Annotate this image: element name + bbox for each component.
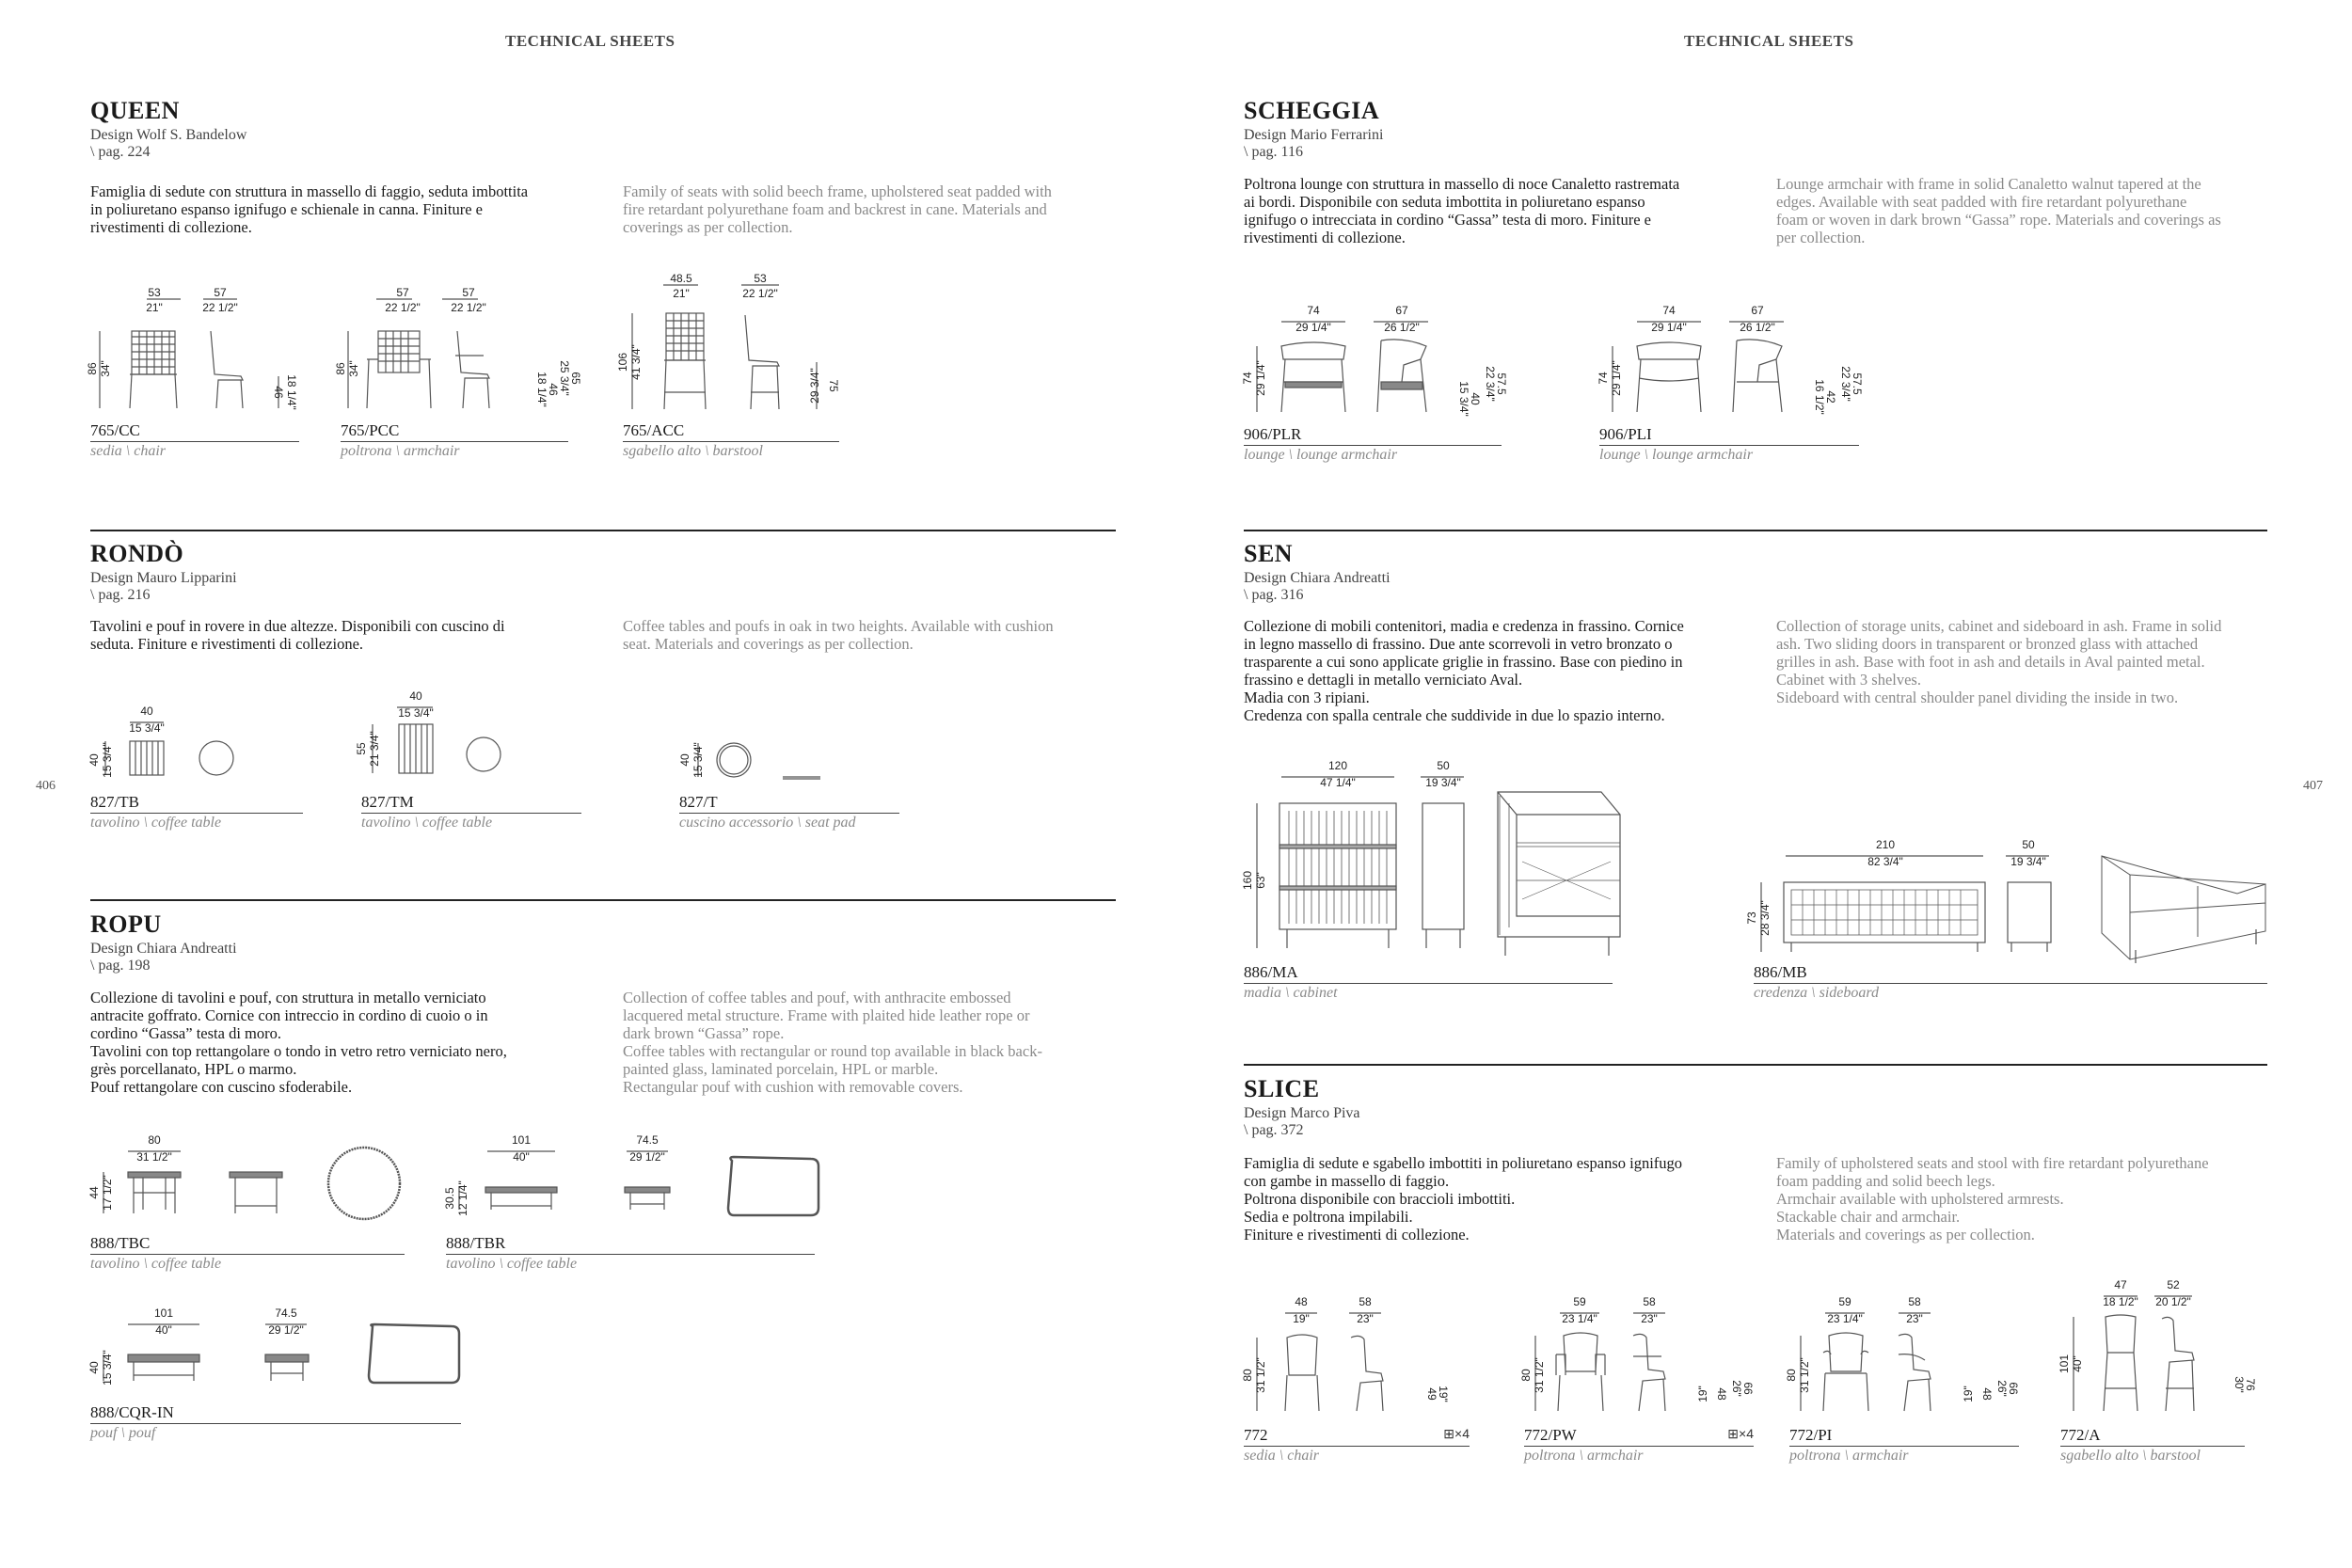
- svg-text:57: 57: [214, 286, 227, 299]
- svg-text:106: 106: [616, 352, 629, 372]
- svg-text:80: 80: [1785, 1369, 1798, 1382]
- section-title: SEN: [1244, 540, 1294, 567]
- svg-text:22 1/2": 22 1/2": [742, 287, 778, 300]
- svg-text:18 1/4": 18 1/4": [285, 374, 298, 410]
- drawing-888-tbc: [87, 1132, 410, 1227]
- description-italian: Collezione di tavolini e pouf, con struttura in metallo verniciato antracite goffrato. Cornice con intreccio in cordino di cuoio o in cordino “Gassa” testa di moro. Tavolini con top rettangolare o tondo in vetro retro verniciato nero, grès porcellanato, HPL o marmo. Pouf rettangolare con cuscino sfoderabile.: [90, 989, 507, 1096]
- svg-text:75: 75: [827, 379, 840, 392]
- drawing-765-pcc: [334, 284, 593, 416]
- svg-text:15 3/4": 15 3/4": [1457, 381, 1470, 417]
- section-title: RONDÒ: [90, 540, 184, 567]
- svg-text:58: 58: [1908, 1295, 1921, 1308]
- svg-text:74: 74: [1307, 304, 1320, 317]
- svg-text:15 3/4": 15 3/4": [101, 742, 114, 778]
- product-772: 772 sedia \ chair ⊞×4: [1244, 1426, 1470, 1464]
- svg-text:66: 66: [1741, 1382, 1755, 1395]
- svg-text:57: 57: [462, 286, 475, 299]
- svg-text:12 1/4": 12 1/4": [456, 1180, 469, 1216]
- svg-text:65: 65: [569, 372, 582, 385]
- svg-text:29 3/4": 29 3/4": [808, 368, 821, 404]
- svg-text:23 1/4": 23 1/4": [1562, 1312, 1597, 1325]
- drawing-827-t: [677, 726, 828, 788]
- svg-text:67: 67: [1395, 304, 1408, 317]
- rule-left-1: [90, 530, 1116, 531]
- svg-text:40": 40": [2071, 1355, 2084, 1372]
- svg-text:80: 80: [148, 1133, 161, 1147]
- product-888-tbr: 888/TBR tavolino \ coffee table: [446, 1234, 815, 1273]
- stack-icon: ⊞×4: [1443, 1426, 1470, 1441]
- svg-text:101: 101: [2058, 1354, 2071, 1374]
- product-827-t: 827/T cuscino accessorio \ seat pad: [679, 793, 899, 832]
- svg-text:31 1/2": 31 1/2": [1254, 1357, 1267, 1393]
- svg-text:48: 48: [1715, 1387, 1728, 1401]
- svg-text:25 3/4": 25 3/4": [558, 360, 571, 396]
- svg-text:74.5: 74.5: [275, 1307, 297, 1320]
- rule-right-1: [1244, 530, 2267, 531]
- svg-text:82 3/4": 82 3/4": [1867, 855, 1903, 868]
- designer: Design Mauro Lipparini: [90, 570, 237, 586]
- svg-text:34": 34": [99, 360, 112, 377]
- svg-text:22 3/4": 22 3/4": [1839, 366, 1852, 402]
- svg-text:57.5: 57.5: [1495, 372, 1508, 395]
- description-english: Family of seats with solid beech frame, upholstered seat padded with fire retardant polyurethane foam and backrest in cane. Materials and coverings as per collection.: [623, 182, 1052, 236]
- product-888-tbc: 888/TBC tavolino \ coffee table: [90, 1234, 405, 1273]
- svg-text:55: 55: [355, 742, 368, 755]
- section-scheggia: [1244, 97, 1383, 161]
- drawing-772-pw: [1519, 1294, 1757, 1417]
- page-reference: \ pag. 316: [1244, 587, 1304, 603]
- svg-text:29 1/2": 29 1/2": [629, 1150, 665, 1164]
- section-slice: [1244, 1075, 1360, 1139]
- designer: Design Wolf S. Bandelow: [90, 127, 247, 143]
- svg-text:74: 74: [1662, 304, 1676, 317]
- svg-text:26 1/2": 26 1/2": [1740, 321, 1775, 334]
- rule-left-2: [90, 899, 1116, 901]
- svg-text:86: 86: [334, 362, 347, 375]
- product-765-acc: 765/ACC sgabello alto \ barstool: [623, 421, 839, 460]
- svg-text:15 3/4": 15 3/4": [691, 742, 705, 778]
- svg-text:74: 74: [1241, 372, 1254, 385]
- svg-text:29 1/4": 29 1/4": [1651, 321, 1687, 334]
- svg-text:46: 46: [547, 383, 560, 396]
- svg-text:101: 101: [153, 1307, 174, 1320]
- svg-text:40: 40: [87, 1361, 101, 1374]
- product-906-plr: 906/PLR lounge \ lounge armchair: [1244, 425, 1502, 464]
- drawing-772: [1241, 1294, 1460, 1417]
- svg-text:58: 58: [1359, 1295, 1372, 1308]
- svg-text:30": 30": [2233, 1376, 2246, 1393]
- section-ropu: [90, 911, 237, 974]
- svg-text:31 1/2": 31 1/2": [1533, 1357, 1546, 1393]
- svg-text:26": 26": [1730, 1380, 1743, 1397]
- drawing-765-cc: [86, 284, 307, 416]
- svg-text:19 3/4": 19 3/4": [2010, 855, 2046, 868]
- svg-text:19": 19": [1293, 1312, 1310, 1325]
- svg-text:29 1/4": 29 1/4": [1295, 321, 1331, 334]
- svg-text:15 3/4": 15 3/4": [101, 1350, 114, 1386]
- svg-text:58: 58: [1643, 1295, 1656, 1308]
- section-rondo: [90, 540, 237, 604]
- svg-text:18 1/4": 18 1/4": [535, 372, 548, 407]
- svg-text:40: 40: [1469, 392, 1482, 405]
- svg-text:19": 19": [1437, 1386, 1450, 1402]
- svg-text:46: 46: [272, 386, 285, 399]
- svg-text:23": 23": [1906, 1312, 1923, 1325]
- svg-text:16 1/2": 16 1/2": [1813, 379, 1826, 415]
- description-english: Family of upholstered seats and stool with fire retardant polyurethane foam padding and solid beech legs. Armchair available with upholstered armrests. Stackable chair and armchair. Materials and coverings as per collection.: [1776, 1154, 2209, 1243]
- drawing-886-ma: [1241, 758, 1639, 969]
- drawing-886-mb: [1745, 837, 2275, 969]
- description-english: Collection of storage units, cabinet and sideboard in ash. Frame in solid ash. Two sliding doors in transparent or bronzed glass with attached grilles in ash. Base with foot in ash and details in Aval painted metal. Cabinet with 3 shelves. Sideboard with central shoulder panel dividing the inside in two.: [1776, 617, 2222, 706]
- svg-text:19 3/4": 19 3/4": [1425, 776, 1461, 789]
- svg-text:40": 40": [155, 1323, 172, 1337]
- page-number-left: 406: [36, 779, 56, 793]
- svg-text:26 1/2": 26 1/2": [1384, 321, 1420, 334]
- drawing-888-tbr: [443, 1132, 832, 1227]
- description-italian: Famiglia di sedute con struttura in massello di faggio, seduta imbottita in poliuretano espanso ignifugo e schienale in canna. Finiture e rivestimenti di collezione.: [90, 182, 529, 236]
- svg-text:86: 86: [86, 362, 99, 375]
- svg-text:40: 40: [87, 753, 101, 767]
- svg-text:59: 59: [1838, 1295, 1851, 1308]
- drawing-772-pi: [1785, 1294, 2023, 1417]
- drawing-772-a: [2060, 1277, 2267, 1418]
- svg-text:80: 80: [1241, 1369, 1254, 1382]
- product-827-tb: 827/TB tavolino \ coffee table: [90, 793, 303, 832]
- svg-text:47 1/4": 47 1/4": [1320, 776, 1356, 789]
- svg-text:74.5: 74.5: [636, 1133, 659, 1147]
- designer: Design Mario Ferrarini: [1244, 127, 1384, 143]
- svg-text:47: 47: [2114, 1278, 2127, 1291]
- svg-text:21": 21": [146, 301, 163, 314]
- page-reference: \ pag. 224: [90, 144, 151, 160]
- product-888-cqr-in: 888/CQR-IN pouf \ pouf: [90, 1403, 461, 1442]
- svg-text:76: 76: [2244, 1378, 2257, 1391]
- svg-text:23": 23": [1641, 1312, 1658, 1325]
- drawing-765-acc: [616, 268, 847, 419]
- svg-text:101: 101: [511, 1133, 532, 1147]
- drawing-906-pli: [1599, 303, 1863, 416]
- svg-text:42: 42: [1824, 390, 1837, 404]
- svg-text:23 1/4": 23 1/4": [1827, 1312, 1863, 1325]
- drawing-827-tm: [355, 689, 517, 788]
- svg-text:28 3/4": 28 3/4": [1758, 900, 1772, 936]
- svg-text:67: 67: [1751, 304, 1764, 317]
- svg-text:15 3/4": 15 3/4": [398, 706, 434, 720]
- svg-text:22 1/2": 22 1/2": [202, 301, 238, 314]
- svg-text:66: 66: [2007, 1382, 2020, 1395]
- svg-text:29 1/4": 29 1/4": [1254, 360, 1267, 396]
- svg-text:63": 63": [1254, 872, 1267, 889]
- svg-text:53: 53: [148, 286, 161, 299]
- svg-text:41 3/4": 41 3/4": [629, 344, 643, 380]
- svg-text:19": 19": [1962, 1386, 1975, 1402]
- product-886-mb: 886/MB credenza \ sideboard: [1754, 963, 2267, 1002]
- section-queen: [90, 97, 246, 161]
- svg-text:48: 48: [1980, 1387, 1994, 1401]
- svg-text:40: 40: [678, 753, 691, 767]
- svg-text:30.5: 30.5: [443, 1187, 456, 1210]
- svg-text:57.5: 57.5: [1851, 372, 1864, 395]
- svg-text:22 1/2": 22 1/2": [451, 301, 486, 314]
- product-772-pi: 772/PI poltrona \ armchair: [1789, 1426, 2019, 1465]
- product-765-cc: 765/CC sedia \ chair: [90, 421, 299, 460]
- page-reference: \ pag. 116: [1244, 144, 1303, 160]
- description-italian: Poltrona lounge con struttura in massello di noce Canaletto rastremata ai bordi. Disponibile con seduta imbottita in poliuretano espanso ignifugo o intrecciata in cordino “Gassa” testa di moro. Finiture e rivestimenti di collezione.: [1244, 175, 1680, 246]
- svg-text:80: 80: [1519, 1369, 1533, 1382]
- svg-text:44: 44: [87, 1186, 101, 1199]
- svg-text:21 3/4": 21 3/4": [368, 731, 381, 767]
- stack-icon: ⊞×4: [1727, 1426, 1754, 1441]
- svg-text:26": 26": [1995, 1380, 2009, 1397]
- svg-text:73: 73: [1745, 911, 1758, 925]
- svg-text:48.5: 48.5: [670, 272, 692, 285]
- svg-text:120: 120: [1327, 759, 1348, 772]
- svg-text:17 1/2": 17 1/2": [101, 1175, 114, 1211]
- svg-text:18 1/2": 18 1/2": [2103, 1295, 2138, 1308]
- svg-text:29 1/4": 29 1/4": [1610, 360, 1623, 396]
- page-reference: \ pag. 198: [90, 958, 151, 974]
- svg-text:49: 49: [1425, 1387, 1438, 1401]
- designer: Design Chiara Andreatti: [1244, 570, 1391, 586]
- svg-text:160: 160: [1241, 870, 1254, 891]
- rule-right-2: [1244, 1064, 2267, 1066]
- svg-text:22 1/2": 22 1/2": [385, 301, 421, 314]
- designer: Design Marco Piva: [1244, 1105, 1360, 1121]
- svg-text:210: 210: [1875, 838, 1896, 851]
- section-title: SCHEGGIA: [1244, 97, 1380, 124]
- description-english: Collection of coffee tables and pouf, with anthracite embossed lacquered metal structure. Frame with plaited hide leather rope or dark brown “Gassa” rope. Coffee tables with rectangular or round top available in black back- painted glass, laminated porcelain, HPL or marble. Rectangular pouf with cushion with removable covers.: [623, 989, 1042, 1096]
- section-title: ROPU: [90, 911, 162, 938]
- svg-text:31 1/2": 31 1/2": [136, 1150, 172, 1164]
- product-886-ma: 886/MA madia \ cabinet: [1244, 963, 1613, 1002]
- product-765-pcc: 765/PCC poltrona \ armchair: [341, 421, 568, 460]
- svg-text:40: 40: [140, 705, 153, 718]
- header-left: TECHNICAL SHEETS: [505, 32, 675, 50]
- svg-text:21": 21": [673, 287, 690, 300]
- svg-text:40: 40: [409, 689, 422, 703]
- description-italian: Tavolini e pouf in rovere in due altezze. Disponibili con cuscino di seduta. Finiture e rivestimenti di collezione.: [90, 617, 505, 653]
- svg-text:40": 40": [513, 1150, 530, 1164]
- svg-text:29 1/2": 29 1/2": [268, 1323, 304, 1337]
- section-title: SLICE: [1244, 1075, 1320, 1102]
- svg-text:31 1/2": 31 1/2": [1798, 1357, 1811, 1393]
- svg-text:22 3/4": 22 3/4": [1484, 366, 1497, 402]
- svg-text:19": 19": [1696, 1386, 1709, 1402]
- svg-text:23": 23": [1357, 1312, 1374, 1325]
- section-sen: [1244, 540, 1391, 604]
- svg-text:34": 34": [347, 360, 360, 377]
- description-english: Lounge armchair with frame in solid Canaletto walnut tapered at the edges. Available with seat padded with fire retardant polyurethane foam or woven in dark brown “Gassa” rope. Materials and coverings as per collection.: [1776, 175, 2221, 246]
- product-772-a: 772/A sgabello alto \ barstool: [2060, 1426, 2245, 1465]
- svg-text:52: 52: [2167, 1278, 2180, 1291]
- page-number-right: 407: [2303, 779, 2323, 793]
- drawing-906-plr: [1241, 303, 1508, 417]
- product-906-pli: 906/PLI lounge \ lounge armchair: [1599, 425, 1859, 464]
- svg-text:53: 53: [754, 272, 767, 285]
- svg-text:57: 57: [396, 286, 409, 299]
- description-italian: Collezione di mobili contenitori, madia e credenza in frassino. Cornice in legno massello di frassino. Due ante scorrevoli in vetro bronzato o trasparente a cui sono applicate griglie in frassino. Base con piedino in frassino e dettagli in metallo verniciato Aval. Madia con 3 ripiani. Credenza con spalla centrale che suddivide in due lo spazio interno.: [1244, 617, 1684, 724]
- svg-text:20 1/2": 20 1/2": [2155, 1295, 2191, 1308]
- designer: Design Chiara Andreatti: [90, 941, 237, 957]
- drawing-827-tb: [87, 704, 250, 788]
- header-right: TECHNICAL SHEETS: [1684, 32, 1854, 50]
- svg-text:74: 74: [1597, 372, 1610, 385]
- product-772-pw: 772/PW poltrona \ armchair ⊞×4: [1524, 1426, 1754, 1464]
- svg-text:59: 59: [1573, 1295, 1586, 1308]
- product-827-tm: 827/TM tavolino \ coffee table: [361, 793, 581, 832]
- section-title: QUEEN: [90, 97, 180, 124]
- svg-text:48: 48: [1295, 1295, 1308, 1308]
- drawing-888-cqr-in: [87, 1306, 467, 1400]
- svg-text:50: 50: [1437, 759, 1450, 772]
- description-english: Coffee tables and poufs in oak in two heights. Available with cushion seat. Materials and coverings as per collection.: [623, 617, 1054, 653]
- svg-text:15 3/4": 15 3/4": [129, 721, 165, 735]
- page-reference: \ pag. 372: [1244, 1122, 1304, 1138]
- svg-text:50: 50: [2022, 838, 2035, 851]
- page-reference: \ pag. 216: [90, 587, 151, 603]
- description-italian: Famiglia di sedute e sgabello imbottiti in poliuretano espanso ignifugo con gambe in massello di faggio. Poltrona disponibile con braccioli imbottiti. Sedia e poltrona impilabili. Finiture e rivestimenti di collezione.: [1244, 1154, 1683, 1243]
